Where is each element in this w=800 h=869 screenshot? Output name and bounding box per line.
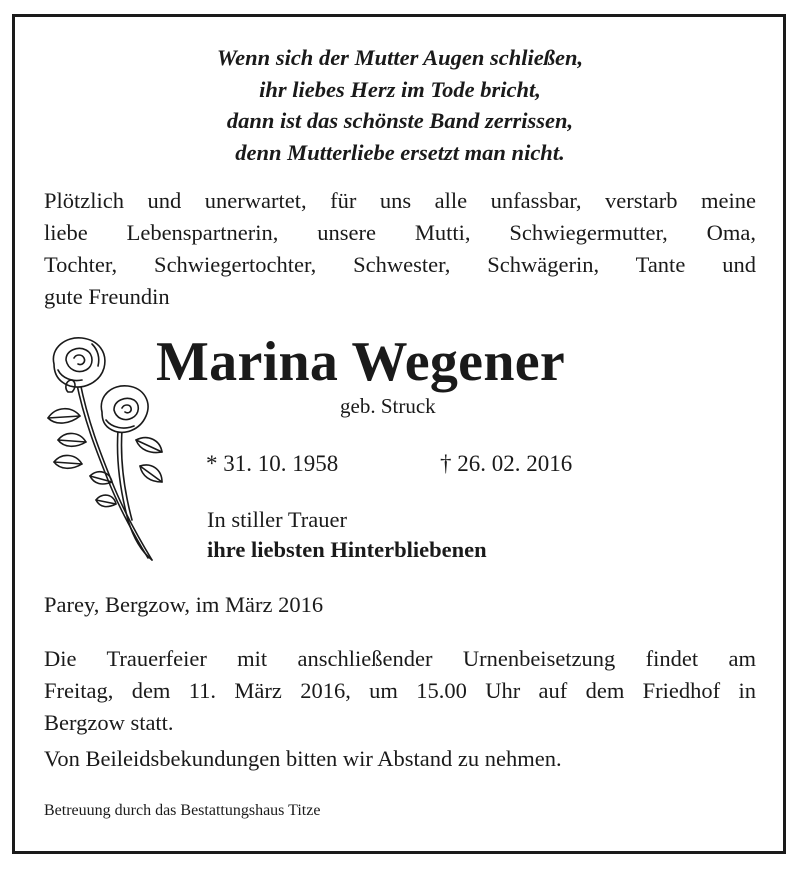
poem-line: dann ist das schönste Band zerrissen, — [226, 108, 574, 133]
intro-line: gute Freundin — [44, 284, 170, 309]
roses-drawing-icon — [36, 330, 166, 570]
funeral-line: Freitag, dem 11. März 2016, um 15.00 Uhr auf dem Friedhof in — [44, 678, 756, 703]
funeral-notice — [44, 643, 756, 739]
place-date: Parey, Bergzow, im März 2016 — [44, 592, 324, 617]
poem-line: denn Mutterliebe ersetzt man nicht. — [235, 139, 565, 165]
intro-text — [44, 185, 756, 313]
mourners-signature: ihre liebsten Hinterbliebenen — [207, 537, 487, 562]
intro-line: liebe Lebenspartnerin, unsere Mutti, Schwiegermutter, Oma, — [44, 220, 756, 245]
maiden-name: geb. Struck — [340, 394, 436, 418]
birth-date: * 31. 10. 1958 — [206, 451, 339, 476]
mourners-line: In stiller Trauer — [207, 507, 347, 532]
undertaker-credit: Betreuung durch das Bestattungshaus Titze — [44, 802, 321, 819]
poem-line: Wenn sich der Mutter Augen schließen, — [216, 45, 584, 70]
deceased-name: Marina Wegener — [156, 331, 566, 393]
poem-line: ihr liebes Herz im Tode bricht, — [259, 76, 541, 102]
condolence-request: Von Beileidsbekundungen bitten wir Abstand zu nehmen. — [44, 746, 562, 771]
funeral-line: Die Trauerfeier mit anschließender Urnenbeisetzung findet am — [44, 646, 756, 671]
poem — [0, 42, 800, 168]
intro-line: Tochter, Schwiegertochter, Schwester, Schwägerin, Tante und — [44, 252, 756, 277]
death-date: † 26. 02. 2016 — [440, 451, 573, 476]
intro-line: Plötzlich und unerwartet, für uns alle unfassbar, verstarb meine — [44, 188, 756, 213]
funeral-line: Bergzow statt. — [44, 710, 174, 735]
